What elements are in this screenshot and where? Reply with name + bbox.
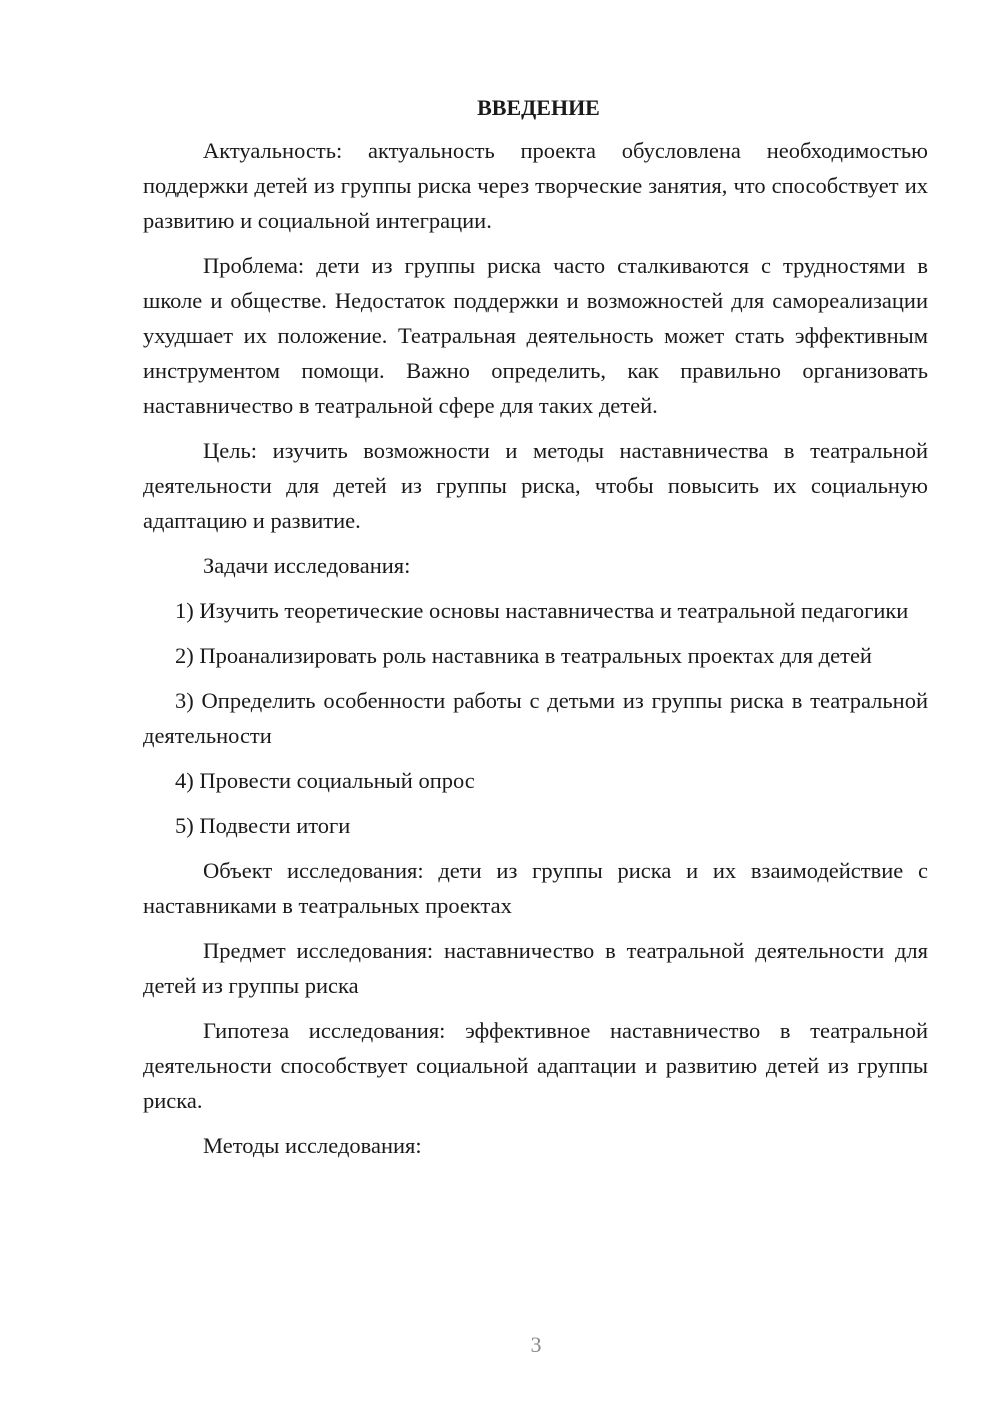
task-item: 2) Проанализировать роль наставника в театральных проектах для детей <box>175 643 872 668</box>
task-item: 5) Подвести итоги <box>175 813 351 838</box>
tasks-heading: Задачи исследования: <box>203 553 411 578</box>
subject-paragraph: Предмет исследования: наставничество в театральной деятельности для детей из группы риска <box>143 938 928 998</box>
task-item: 1) Изучить теоретические основы наставничества и театральной педагогики <box>175 598 909 623</box>
page-number: 3 <box>530 1332 542 1357</box>
task-item: 4) Провести социальный опрос <box>175 768 475 793</box>
methods-heading: Методы исследования: <box>203 1133 422 1158</box>
relevance-paragraph: Актуальность: актуальность проекта обусловлена необходимостью поддержки детей из группы риска через творческие занятия, что способствует их развитию и социальной интеграции. <box>143 138 928 233</box>
task-item: 3) Определить особенности работы с детьми из группы риска в театральной деятельности <box>143 688 928 748</box>
object-paragraph: Объект исследования: дети из группы риска и их взаимодействие с наставниками в театральных проектах <box>143 858 928 918</box>
section-title: ВВЕДЕНИЕ <box>477 95 600 120</box>
document-page <box>143 90 928 1173</box>
problem-paragraph: Проблема: дети из группы риска часто сталкиваются с трудностями в школе и обществе. Недостаток поддержки и возможностей для самореализации ухудшает их положение. Театральная деятельность может стать эффективным инструментом помощи. Важно определить, как правильно организовать наставничество в театральной сфере для таких детей. <box>143 253 928 418</box>
hypothesis-paragraph: Гипотеза исследования: эффективное наставничество в театральной деятельности способствует социальной адаптации и развитию детей из группы риска. <box>143 1018 928 1113</box>
goal-paragraph: Цель: изучить возможности и методы наставничества в театральной деятельности для детей из группы риска, чтобы повысить их социальную адаптацию и развитие. <box>143 438 928 533</box>
